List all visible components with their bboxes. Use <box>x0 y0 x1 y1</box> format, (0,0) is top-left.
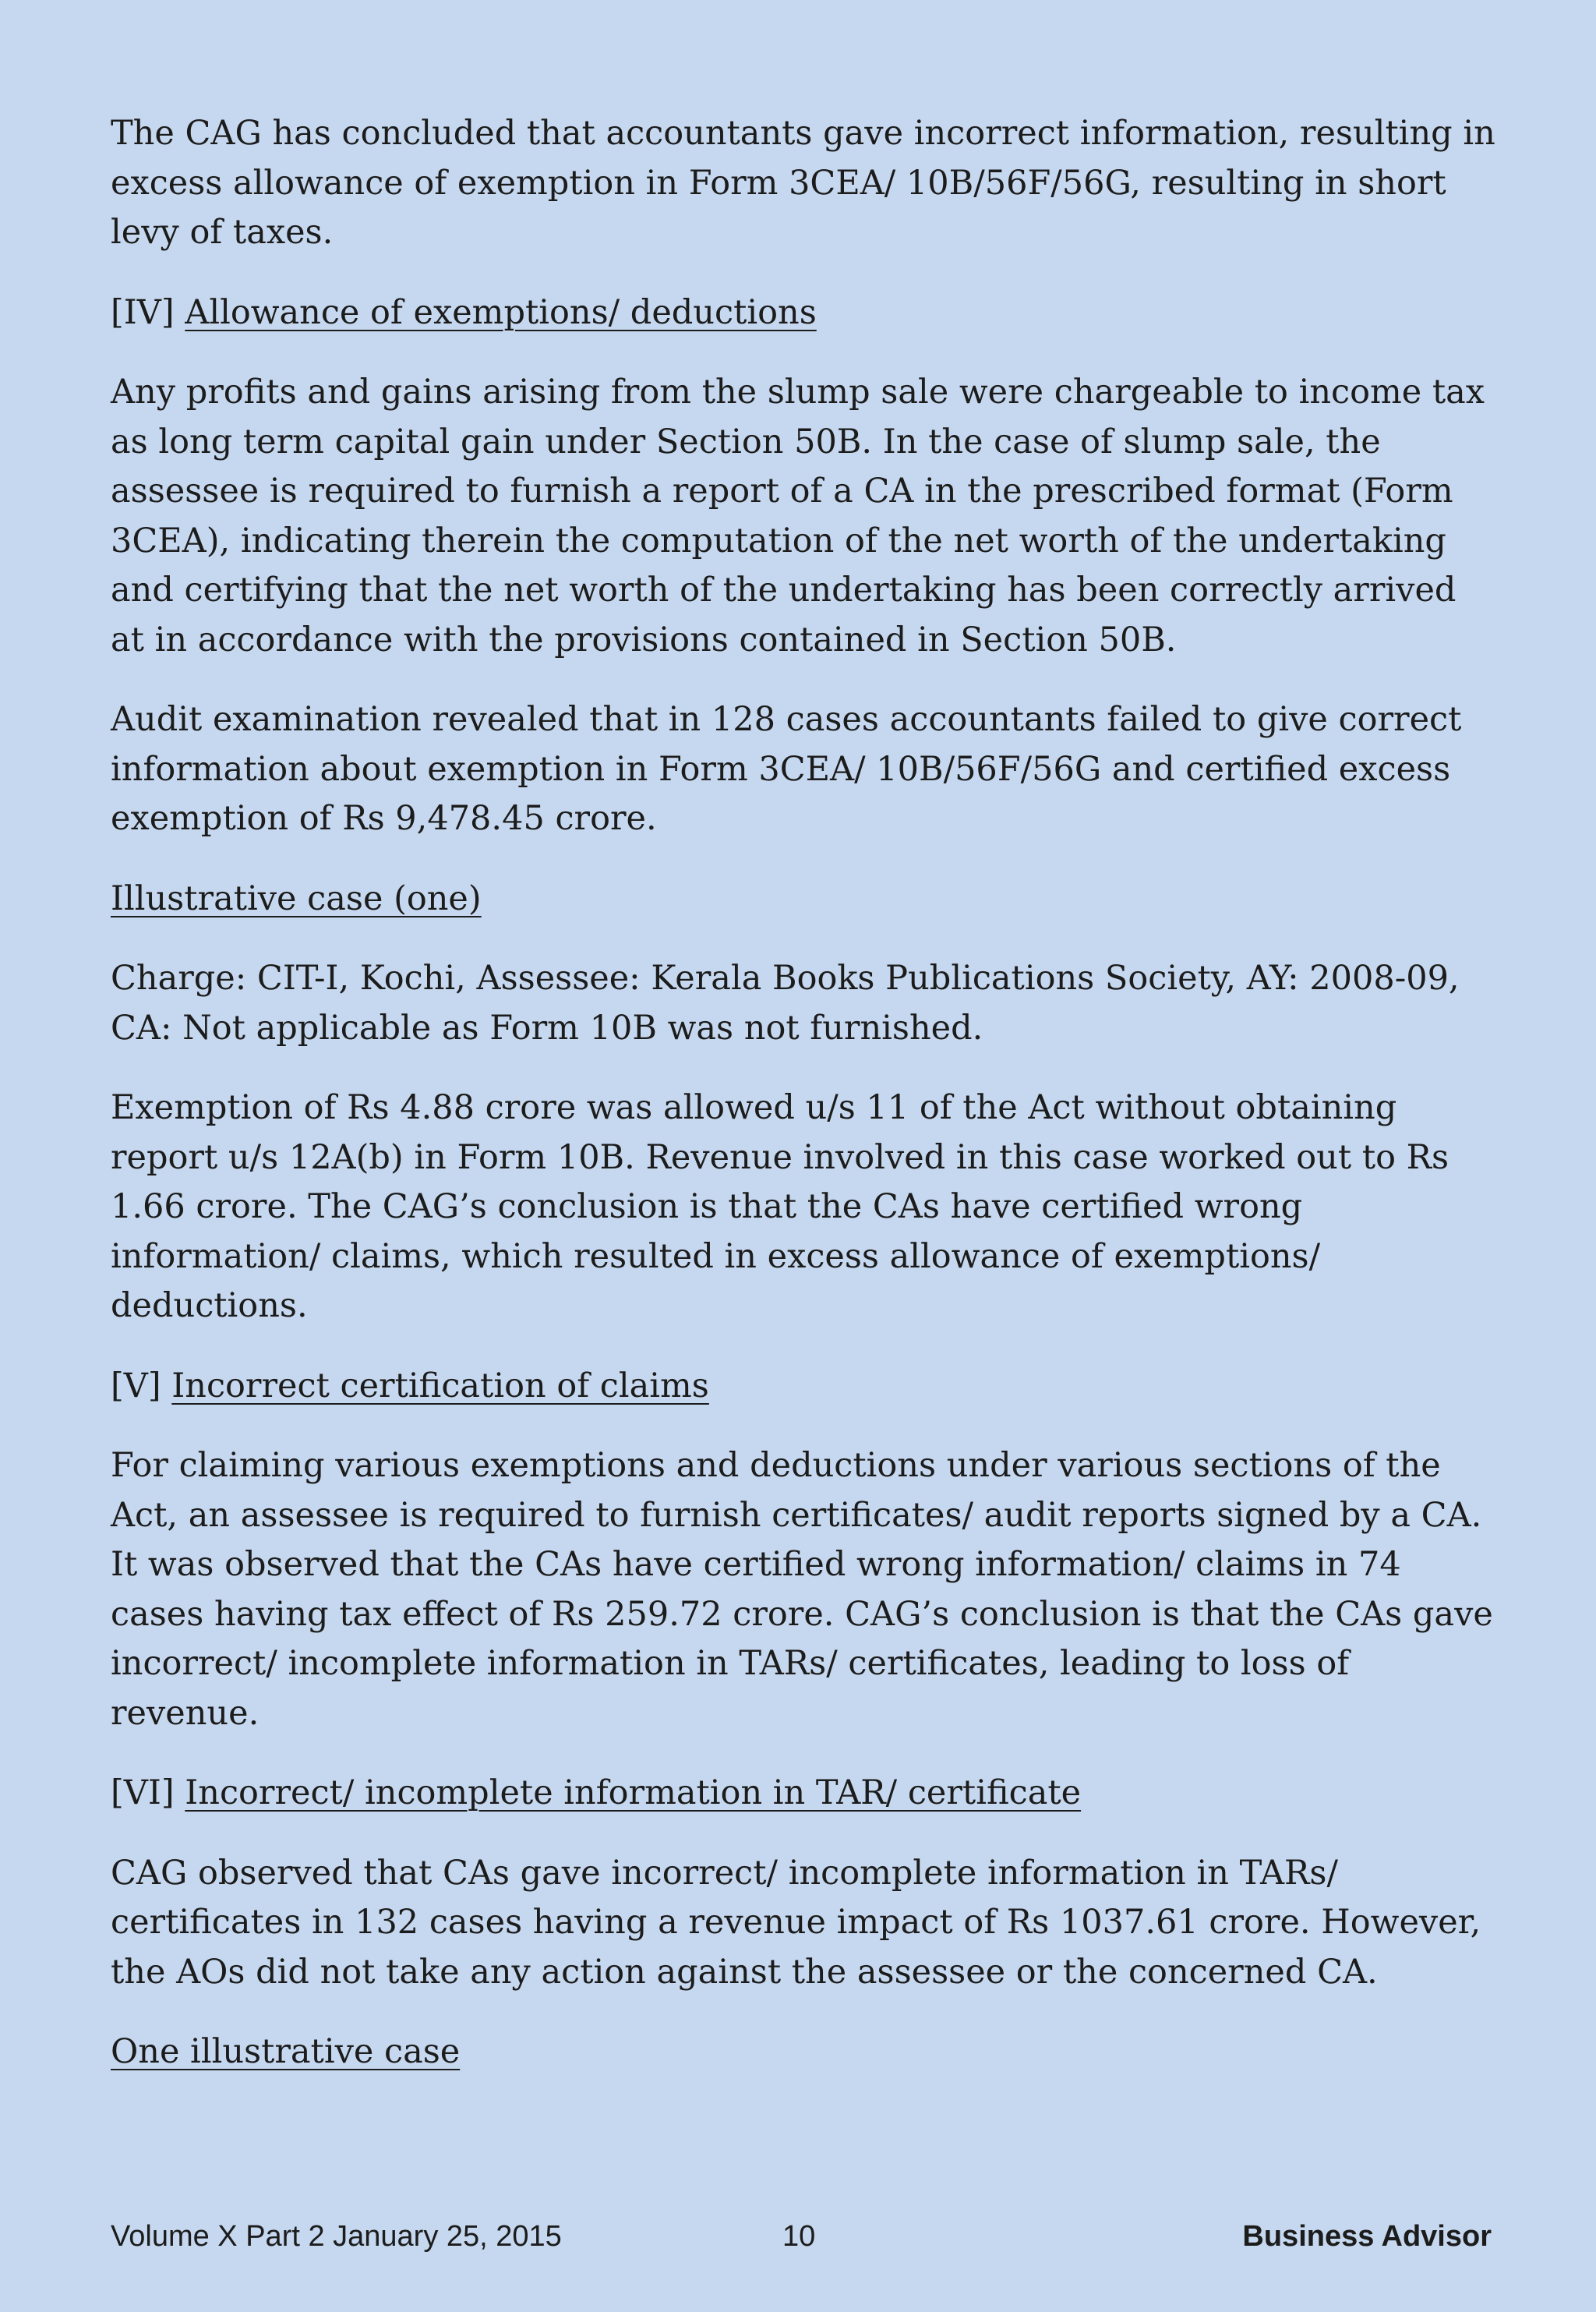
section-number-v: [V] <box>111 1366 172 1405</box>
footer-page-number: 10 <box>782 2220 816 2253</box>
section-title-iv: Allowance of exemptions/ deductions <box>185 292 817 332</box>
final-illustrative-title: One illustrative case <box>111 2032 461 2071</box>
paragraph-cag-conclusion: The CAG has concluded that accountants gave incorrect information, resulting in excess allowance of exemption in Form 3CEA/ 10B/56F/56G, resulting in short levy of taxes. <box>111 114 1495 252</box>
section-heading-v <box>111 1362 1498 1412</box>
section-number-iv: [IV] <box>111 292 185 332</box>
document-body <box>111 109 1498 2108</box>
footer-publication: Business Advisor <box>1242 2220 1492 2253</box>
section-heading-iv <box>111 288 1498 338</box>
section-title-v: Incorrect certification of claims <box>171 1366 709 1405</box>
footer-volume: Volume X Part 2 January 25, 2015 <box>111 2220 562 2253</box>
section-title-vi: Incorrect/ incomplete information in TAR/ certificate <box>185 1773 1082 1812</box>
paragraph-exemption-details: Exemption of Rs 4.88 crore was allowed u/s 11 of the Act without obtaining report u/s 12A(b) in Form 10B. Revenue involved in this case worked out to Rs 1.66 crore. The CAG’s conclusion is that the CAs have certified wrong information/ claims, which resulted in excess allowance of exemptions/ deductions. <box>111 1088 1449 1325</box>
page-footer <box>111 2220 1492 2259</box>
paragraph-slump-sale: Any profits and gains arising from the slump sale were chargeable to income tax as long term capital gain under Section 50B. In the case of slump sale, the assessee is required to furnish a report of a CA in the prescribed format (Form 3CEA), indicating therein the computation of the net worth of the undertaking and certifying that the net worth of the undertaking has been correctly arrived at in accordance with the provisions contained in Section 50B. <box>111 373 1485 659</box>
illustrative-case-title: Illustrative case (one) <box>111 878 482 918</box>
paragraph-audit-examination: Audit examination revealed that in 128 cases accountants failed to give correct information about exemption in Form 3CEA/ 10B/56F/56G and certified excess exemption of Rs 9,478.45 crore. <box>111 700 1462 838</box>
section-heading-vi <box>111 1769 1498 1819</box>
illustrative-case-heading <box>111 875 1498 924</box>
final-illustrative-heading <box>111 2027 1498 2077</box>
paragraph-case-charge: Charge: CIT-I, Kochi, Assessee: Kerala Books Publications Society, AY: 2008-09, CA: Not applicable as Form 10B was not furnished. <box>111 959 1460 1048</box>
paragraph-claims-certification: For claiming various exemptions and deductions under various sections of the Act, an assessee is required to furnish certificates/ audit reports signed by a CA. It was observed that the CAs have certified wrong information/ claims in 74 cases having tax effect of Rs 259.72 crore. CAG’s conclusion is that the CAs gave incorrect/ incomplete information in TARs/ certificates, leading to loss of revenue. <box>111 1446 1493 1733</box>
paragraph-tar-information: CAG observed that CAs gave incorrect/ incomplete information in TARs/ certificates in 132 cases having a revenue impact of Rs 1037.61 crore. However, the AOs did not take any action against the assessee or the concerned CA. <box>111 1853 1481 1992</box>
section-number-vi: [VI] <box>111 1773 185 1812</box>
